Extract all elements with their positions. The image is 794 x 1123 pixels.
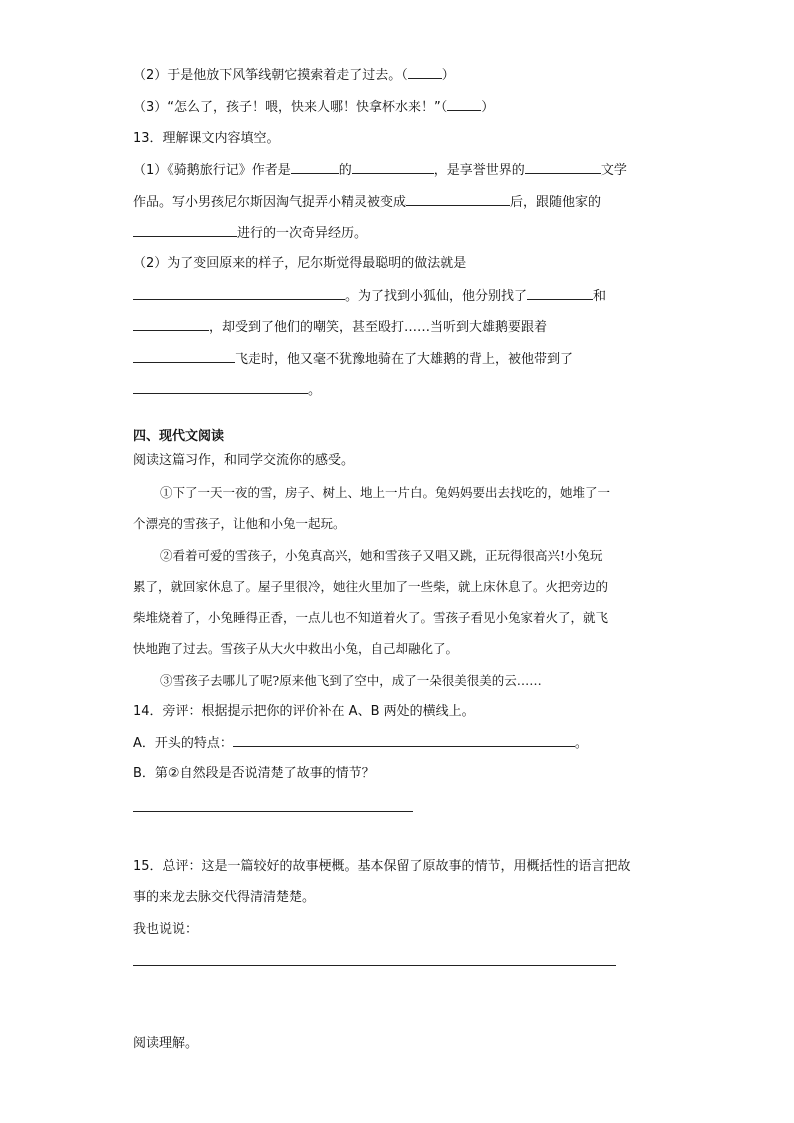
- q14-b-answer-line[interactable]: [133, 811, 413, 812]
- q13-follow-blank[interactable]: [133, 224, 237, 237]
- section-4-heading: 四、现代文阅读: [133, 429, 225, 444]
- q12-item-2: （2）于是他放下风筝线朝它摸索着走了过去。（ ）: [133, 68, 455, 83]
- q13-p2-line3: ，却受到了他们的嘲笑，甚至殴打……当听到大雄鹅要跟着: [133, 318, 547, 337]
- q13-p2-line2: 。为了找到小狐仙，他分别找了 和: [133, 287, 606, 306]
- q15-line1: 15．总评：这是一篇较好的故事梗概。基本保留了原故事的情节，用概括性的语言把故: [133, 859, 631, 874]
- q13-destination-blank[interactable]: [133, 381, 308, 394]
- q13-p2-line1: （2）为了变回原来的样子，尼尔斯觉得最聪明的做法就是: [133, 256, 467, 271]
- q13-p1-line3: 进行的一次奇异经历。: [133, 224, 367, 243]
- q13-genre-blank[interactable]: [525, 161, 601, 174]
- passage-para2-line2: 累了，就回家休息了。屋子里很冷，她往火里加了一些柴，就上床休息了。火把旁边的: [133, 579, 609, 594]
- passage-para1-line1: ①下了一天一夜的雪，房子、树上、地上一片白。兔妈妈要出去找吃的，她堆了一: [160, 485, 611, 500]
- q14-title: 14．旁评：根据提示把你的评价补在 A、B 两处的横线上。: [133, 704, 475, 719]
- reading-comprehension-label: 阅读理解。: [133, 1036, 199, 1051]
- q13-p1-line2: 作品。写小男孩尼尔斯因淘气捉弄小精灵被变成 后，跟随他家的: [133, 195, 602, 210]
- section-4-intro: 阅读这篇习作，和同学交流你的感受。: [133, 453, 355, 468]
- q13-found-second-blank[interactable]: [133, 318, 209, 331]
- q13-p2-line5: 。: [133, 381, 321, 400]
- q12-item-3-blank[interactable]: [447, 98, 481, 111]
- q14-a-answer-line[interactable]: [233, 734, 575, 747]
- q13-transformed-blank[interactable]: [406, 193, 510, 206]
- passage-para2-line4: 快地跑了过去。雪孩子从大火中救出小兔，自己却融化了。: [133, 641, 459, 656]
- q15-answer-line[interactable]: [133, 965, 616, 966]
- q13-found-first-blank[interactable]: [527, 287, 593, 300]
- q13-smartest-way-blank[interactable]: [133, 287, 345, 300]
- passage-para2-line3: 柴堆烧着了，小兔睡得正香，一点儿也不知道着火了。雪孩子看见小兔家着火了，就飞: [133, 610, 609, 625]
- q13-p1-line1: （1）《骑鹅旅行记》作者是 的 ，是享誉世界的 文学: [133, 163, 627, 178]
- q13-author-country-blank[interactable]: [291, 161, 339, 174]
- q13-title: 13．理解课文内容填空。: [133, 131, 280, 146]
- q13-fly-with-blank[interactable]: [133, 350, 235, 363]
- passage-para3-line1: ③雪孩子去哪儿了呢?原来他飞到了空中，成了一朵很美很美的云……: [160, 673, 542, 688]
- q13-p2-line4: 飞走时，他又毫不犹豫地骑在了大雄鹅的背上，被他带到了: [133, 350, 573, 369]
- passage-para2-line1: ②看着可爱的雪孩子，小兔真高兴，她和雪孩子又唱又跳，正玩得很高兴!小兔玩: [160, 548, 603, 563]
- q14-a: A．开头的特点： 。: [133, 736, 588, 751]
- q12-item-2-blank[interactable]: [408, 66, 442, 79]
- q12-item-3: （3）“怎么了，孩子！喂，快来人哪！快拿杯水来！”（ ）: [133, 100, 495, 115]
- q13-author-name-blank[interactable]: [352, 161, 434, 174]
- q14-b: B．第②自然段是否说清楚了故事的情节？: [133, 766, 375, 781]
- q15-prompt: 我也说说：: [133, 922, 199, 937]
- passage-para1-line2: 个漂亮的雪孩子，让他和小兔一起玩。: [133, 516, 346, 531]
- q15-line2: 事的来龙去脉交代得清清楚楚。: [133, 890, 316, 905]
